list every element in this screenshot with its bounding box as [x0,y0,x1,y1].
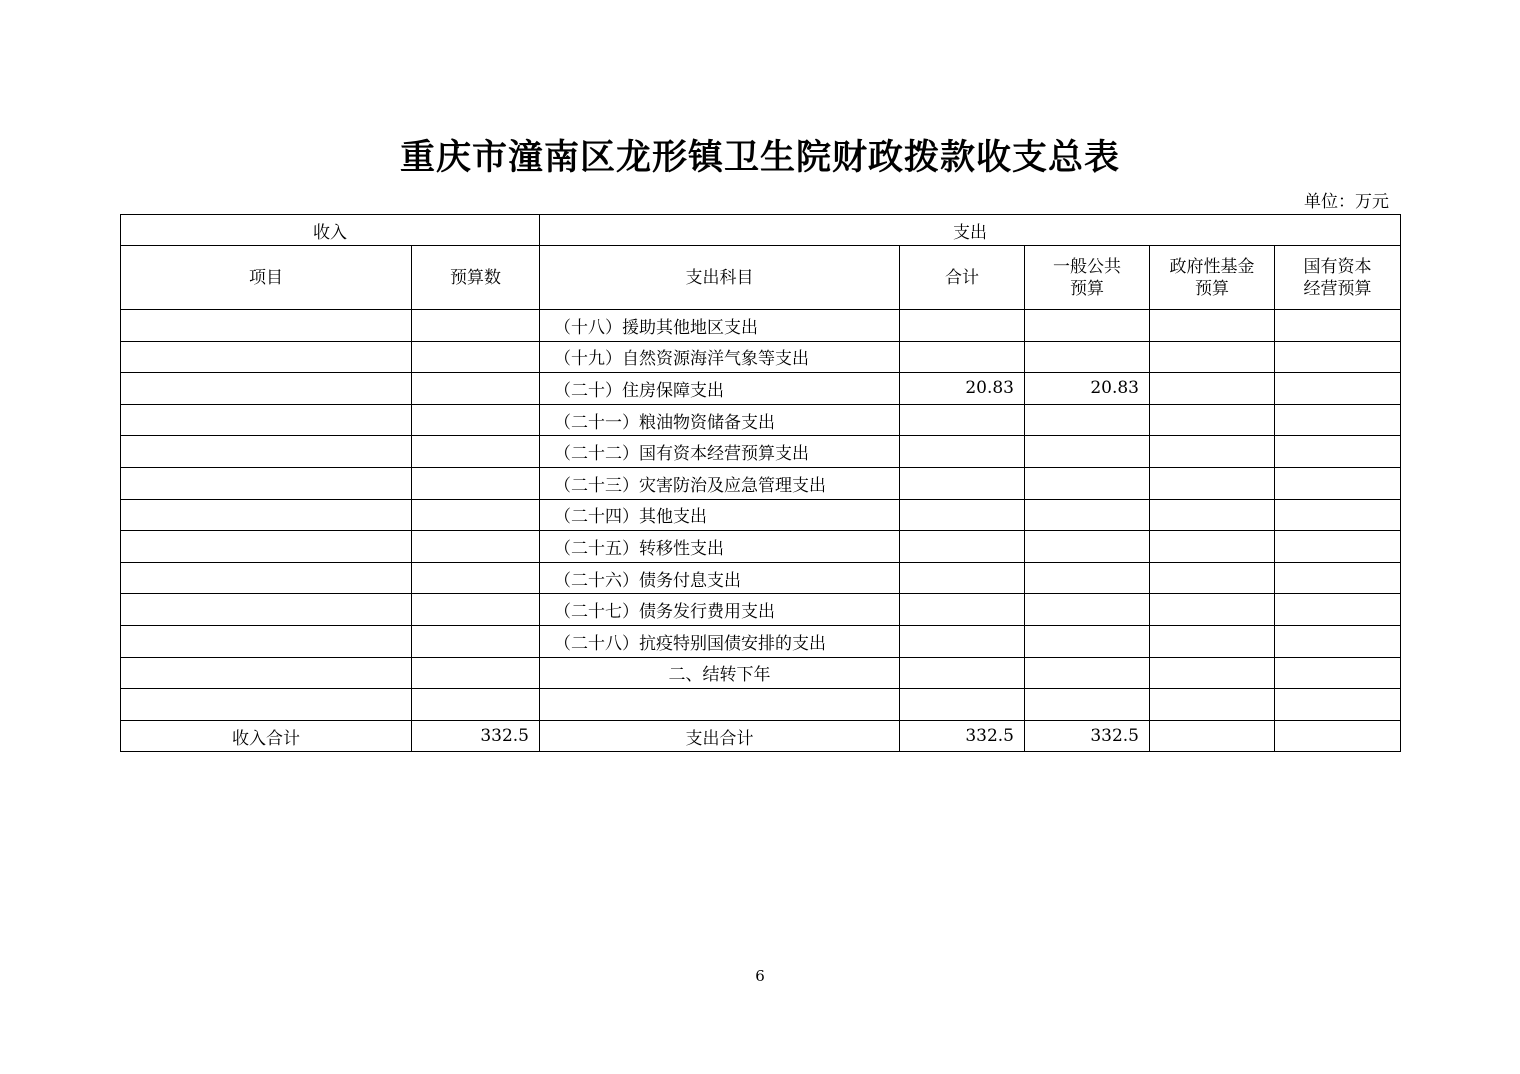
cell-general-public [1025,625,1150,657]
cell-government-fund [1150,373,1275,405]
table-row [121,689,1401,721]
cell-general-public [1025,657,1150,689]
cell-government-fund [1150,531,1275,563]
cell-state-capital [1275,373,1401,405]
cell-budget [412,594,540,626]
cell-total [900,436,1025,468]
cell-total: 20.83 [900,373,1025,405]
cell-budget [412,310,540,342]
income-total-label: 收入合计 [121,720,412,752]
cell-subject: （十八）援助其他地区支出 [540,310,900,342]
cell-state-capital [1275,341,1401,373]
cell-item [121,499,412,531]
table-row [121,531,1401,563]
table-row [121,594,1401,626]
cell-item [121,436,412,468]
header-group-row [121,215,1401,246]
cell-general-public [1025,436,1150,468]
cell-subject: （二十四）其他支出 [540,499,900,531]
cell-item [121,594,412,626]
cell-subject: （二十三）灾害防治及应急管理支出 [540,467,900,499]
column-header-budget: 预算数 [412,246,540,310]
cell-government-fund [1150,436,1275,468]
cell-state-capital [1275,657,1401,689]
cell-general-public [1025,341,1150,373]
cell-subject: （二十二）国有资本经营预算支出 [540,436,900,468]
cell-subject: （二十五）转移性支出 [540,531,900,563]
cell-government-fund [1150,689,1275,721]
cell-total [900,594,1025,626]
state-capital-total-value [1275,720,1401,752]
cell-item [121,625,412,657]
header-column-row [121,246,1401,310]
cell-state-capital [1275,404,1401,436]
totals-row [121,720,1401,752]
table-row [121,467,1401,499]
income-header: 收入 [121,215,540,246]
cell-item [121,373,412,405]
cell-subject: （二十八）抗疫特别国债安排的支出 [540,625,900,657]
cell-general-public [1025,562,1150,594]
cell-item [121,341,412,373]
cell-state-capital [1275,625,1401,657]
cell-total [900,689,1025,721]
table-row [121,625,1401,657]
column-header-subject: 支出科目 [540,246,900,310]
cell-budget [412,689,540,721]
cell-budget [412,531,540,563]
cell-item [121,562,412,594]
cell-total [900,499,1025,531]
table-row [121,436,1401,468]
expense-header: 支出 [540,215,1401,246]
table-row [121,562,1401,594]
cell-total [900,562,1025,594]
cell-budget [412,657,540,689]
cell-state-capital [1275,689,1401,721]
cell-general-public [1025,531,1150,563]
cell-state-capital [1275,467,1401,499]
cell-total [900,467,1025,499]
cell-total [900,625,1025,657]
cell-item [121,531,412,563]
cell-government-fund [1150,594,1275,626]
cell-government-fund [1150,657,1275,689]
cell-state-capital [1275,310,1401,342]
cell-budget [412,467,540,499]
table-row [121,341,1401,373]
cell-item [121,467,412,499]
table-row [121,404,1401,436]
column-header-state-capital: 国有资本 经营预算 [1275,246,1401,310]
cell-government-fund [1150,499,1275,531]
cell-budget [412,625,540,657]
cell-subject: （十九）自然资源海洋气象等支出 [540,341,900,373]
cell-item [121,657,412,689]
cell-general-public [1025,467,1150,499]
cell-government-fund [1150,404,1275,436]
cell-budget [412,562,540,594]
cell-total [900,341,1025,373]
unit-label: 单位：万元 [1304,192,1389,212]
column-header-general-public: 一般公共 预算 [1025,246,1150,310]
budget-table [120,214,1401,752]
cell-subject: （二十六）债务付息支出 [540,562,900,594]
cell-general-public [1025,310,1150,342]
cell-state-capital [1275,594,1401,626]
cell-general-public [1025,689,1150,721]
cell-budget [412,436,540,468]
column-header-government-fund: 政府性基金 预算 [1150,246,1275,310]
table-row [121,657,1401,689]
cell-general-public [1025,499,1150,531]
cell-budget [412,373,540,405]
cell-budget [412,341,540,373]
government-fund-total-value [1150,720,1275,752]
cell-subject: 二、结转下年 [540,657,900,689]
cell-government-fund [1150,341,1275,373]
cell-state-capital [1275,436,1401,468]
cell-total [900,404,1025,436]
expense-total-value: 332.5 [900,720,1025,752]
cell-general-public [1025,404,1150,436]
cell-state-capital [1275,499,1401,531]
cell-government-fund [1150,562,1275,594]
cell-government-fund [1150,467,1275,499]
cell-item [121,689,412,721]
table-row [121,310,1401,342]
column-header-total: 合计 [900,246,1025,310]
cell-general-public: 20.83 [1025,373,1150,405]
cell-subject: （二十一）粮油物资储备支出 [540,404,900,436]
cell-total [900,657,1025,689]
cell-state-capital [1275,562,1401,594]
cell-budget [412,499,540,531]
cell-state-capital [1275,531,1401,563]
cell-government-fund [1150,310,1275,342]
table-row [121,499,1401,531]
income-total-value: 332.5 [412,720,540,752]
page-number: 6 [755,967,765,985]
page-title: 重庆市潼南区龙形镇卫生院财政拨款收支总表 [399,137,1120,178]
table-row [121,373,1401,405]
expense-total-label: 支出合计 [540,720,900,752]
cell-general-public [1025,594,1150,626]
cell-subject [540,689,900,721]
cell-subject: （二十）住房保障支出 [540,373,900,405]
cell-total [900,531,1025,563]
cell-item [121,310,412,342]
cell-subject: （二十七）债务发行费用支出 [540,594,900,626]
cell-total [900,310,1025,342]
cell-item [121,404,412,436]
cell-government-fund [1150,625,1275,657]
column-header-item: 项目 [121,246,412,310]
general-public-total-value: 332.5 [1025,720,1150,752]
cell-budget [412,404,540,436]
